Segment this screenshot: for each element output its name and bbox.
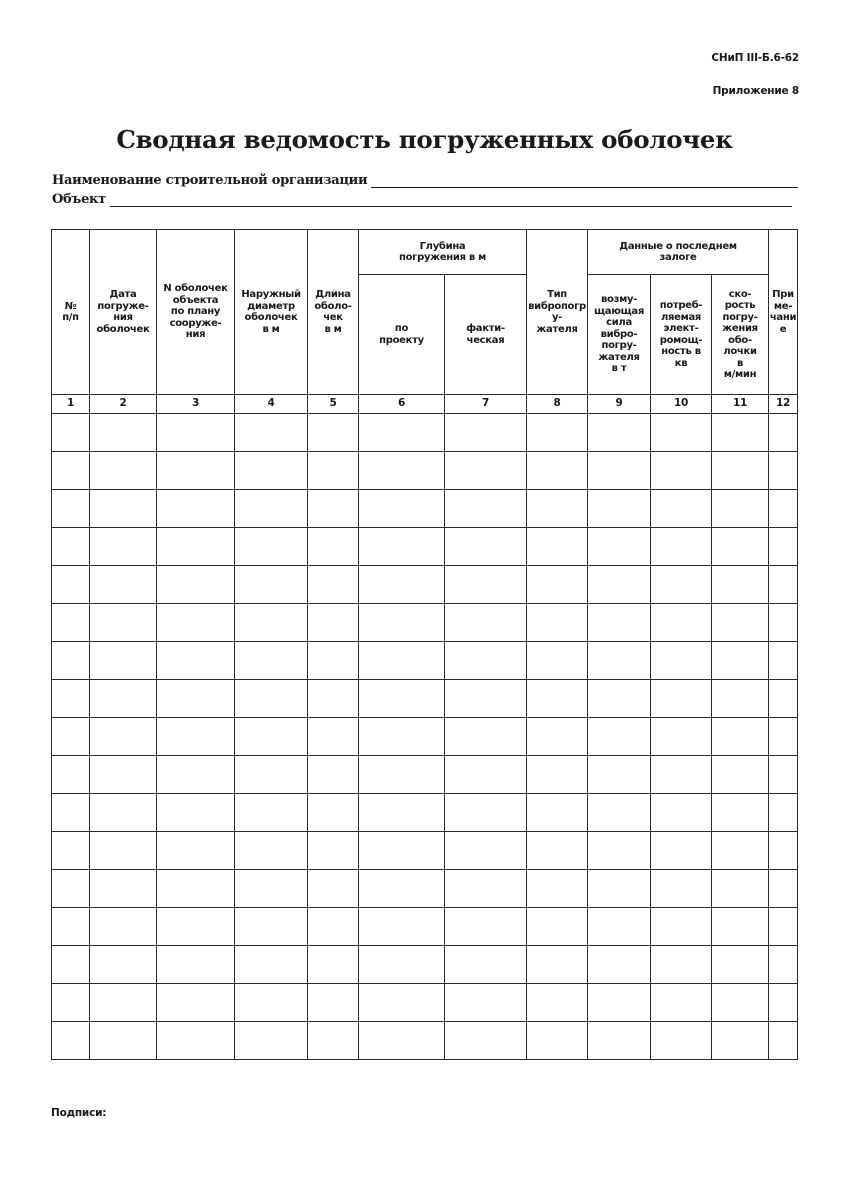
table-cell[interactable] (769, 946, 798, 984)
table-cell[interactable] (527, 604, 588, 642)
table-cell[interactable] (308, 870, 359, 908)
table-cell[interactable] (235, 908, 308, 946)
header-outer-diameter: Наружный диаметр оболочек в м (235, 230, 308, 395)
table-cell[interactable] (359, 794, 445, 832)
table-cell[interactable] (445, 832, 527, 870)
table-cell[interactable] (445, 642, 527, 680)
table-row (52, 718, 798, 756)
table-cell[interactable] (712, 452, 769, 490)
table-cell[interactable] (52, 908, 90, 946)
table-cell[interactable] (651, 946, 712, 984)
table-cell[interactable] (359, 870, 445, 908)
header-depth-actual: факти- ческая (445, 275, 527, 395)
table-cell[interactable] (308, 908, 359, 946)
table-cell[interactable] (359, 718, 445, 756)
table-cell[interactable] (52, 490, 90, 528)
table-cell[interactable] (235, 832, 308, 870)
table-cell[interactable] (157, 832, 235, 870)
table-cell[interactable] (359, 566, 445, 604)
table-cell[interactable] (527, 528, 588, 566)
table-cell[interactable] (235, 718, 308, 756)
table-cell[interactable] (157, 1022, 235, 1060)
table-cell[interactable] (769, 832, 798, 870)
document-code: СНиП III-Б.6-62 (711, 52, 799, 64)
table-cell[interactable] (235, 680, 308, 718)
table-cell[interactable] (527, 452, 588, 490)
table-cell[interactable] (712, 642, 769, 680)
table-cell[interactable] (445, 528, 527, 566)
table-cell[interactable] (588, 528, 651, 566)
header-num: № п/п (52, 230, 90, 395)
object-field[interactable] (52, 192, 792, 207)
table-cell[interactable] (445, 984, 527, 1022)
table-cell[interactable] (235, 794, 308, 832)
table-cell[interactable] (90, 718, 157, 756)
table-cell[interactable] (527, 490, 588, 528)
table-cell[interactable] (359, 642, 445, 680)
table-cell[interactable] (651, 642, 712, 680)
table-cell[interactable] (52, 1022, 90, 1060)
table-cell[interactable] (308, 1022, 359, 1060)
table-cell[interactable] (712, 414, 769, 452)
table-cell[interactable] (157, 414, 235, 452)
table-cell[interactable] (308, 756, 359, 794)
table-cell[interactable] (235, 490, 308, 528)
table-row (52, 908, 798, 946)
table-cell[interactable] (712, 680, 769, 718)
page-title: Сводная ведомость погруженных оболочек (116, 125, 733, 154)
table-cell[interactable] (235, 1022, 308, 1060)
table-cell[interactable] (359, 756, 445, 794)
table-cell[interactable] (445, 794, 527, 832)
table-cell[interactable] (769, 642, 798, 680)
table-cell[interactable] (90, 414, 157, 452)
table-cell[interactable] (308, 680, 359, 718)
table-cell[interactable] (52, 794, 90, 832)
table-cell[interactable] (527, 566, 588, 604)
table-cell[interactable] (588, 414, 651, 452)
table-cell[interactable] (588, 604, 651, 642)
table-cell[interactable] (588, 946, 651, 984)
table-cell[interactable] (157, 756, 235, 794)
table-cell[interactable] (359, 832, 445, 870)
table-cell[interactable] (769, 984, 798, 1022)
table-cell[interactable] (157, 490, 235, 528)
table-cell[interactable] (588, 870, 651, 908)
header-exciting-force: возму- щающая сила вибро- погру- жателя в т (588, 275, 651, 395)
table-cell[interactable] (308, 490, 359, 528)
column-number: 6 (359, 395, 445, 414)
table-cell[interactable] (308, 452, 359, 490)
table-cell[interactable] (359, 984, 445, 1022)
table-cell[interactable] (90, 642, 157, 680)
organization-field[interactable] (52, 173, 798, 188)
table-row (52, 1022, 798, 1060)
header-depth-design: по проекту (359, 275, 445, 395)
table-cell[interactable] (527, 908, 588, 946)
table-cell[interactable] (308, 604, 359, 642)
table-cell[interactable] (712, 984, 769, 1022)
table-cell[interactable] (769, 528, 798, 566)
column-number: 4 (235, 395, 308, 414)
table-row (52, 490, 798, 528)
table-cell[interactable] (308, 984, 359, 1022)
header-shell-no: N оболочек объекта по плану сооруже- ния (157, 230, 235, 395)
table-cell[interactable] (769, 718, 798, 756)
table-cell[interactable] (712, 946, 769, 984)
table-cell[interactable] (769, 452, 798, 490)
table-cell[interactable] (651, 490, 712, 528)
header-date: Дата погруже- ния оболочек (90, 230, 157, 395)
table-cell[interactable] (527, 718, 588, 756)
table-row (52, 566, 798, 604)
table-cell[interactable] (651, 680, 712, 718)
table-cell[interactable] (588, 452, 651, 490)
table-cell[interactable] (359, 490, 445, 528)
table-cell[interactable] (769, 566, 798, 604)
table-cell[interactable] (52, 832, 90, 870)
table-cell[interactable] (235, 566, 308, 604)
table-cell[interactable] (712, 794, 769, 832)
table-cell[interactable] (712, 756, 769, 794)
table-cell[interactable] (359, 452, 445, 490)
column-number: 1 (52, 395, 90, 414)
table-cell[interactable] (588, 490, 651, 528)
table-cell[interactable] (769, 604, 798, 642)
table-cell[interactable] (90, 794, 157, 832)
header-power: потреб- ляемая элект- ромощ- ность в кв (651, 275, 712, 395)
table-cell[interactable] (712, 566, 769, 604)
table-cell[interactable] (712, 718, 769, 756)
table-cell[interactable] (359, 908, 445, 946)
table-cell[interactable] (90, 528, 157, 566)
table-cell[interactable] (588, 1022, 651, 1060)
table-cell[interactable] (588, 984, 651, 1022)
column-number: 10 (651, 395, 712, 414)
table-cell[interactable] (712, 870, 769, 908)
table-cell[interactable] (308, 528, 359, 566)
header-speed: ско- рость погру- жения обо- лочки в м/мин (712, 275, 769, 395)
object-fill-line[interactable] (110, 194, 792, 207)
table-cell[interactable] (588, 680, 651, 718)
table-cell[interactable] (308, 566, 359, 604)
table-cell[interactable] (308, 832, 359, 870)
column-number: 12 (769, 395, 798, 414)
header-note: Приме- чание (769, 230, 798, 395)
table-row (52, 946, 798, 984)
header-last-data-group: Данные о последнем залоге (588, 230, 769, 275)
column-number: 8 (527, 395, 588, 414)
table-cell[interactable] (90, 452, 157, 490)
table-cell[interactable] (90, 490, 157, 528)
table-cell[interactable] (235, 946, 308, 984)
table-cell[interactable] (712, 1022, 769, 1060)
table-cell[interactable] (90, 984, 157, 1022)
table-cell[interactable] (712, 490, 769, 528)
table-cell[interactable] (157, 604, 235, 642)
table-cell[interactable] (445, 566, 527, 604)
table-cell[interactable] (90, 604, 157, 642)
table-cell[interactable] (651, 870, 712, 908)
object-label: Объект (52, 192, 106, 207)
table-row (52, 528, 798, 566)
table-cell[interactable] (52, 566, 90, 604)
table-cell[interactable] (445, 490, 527, 528)
table-cell[interactable] (651, 1022, 712, 1060)
table-cell[interactable] (588, 718, 651, 756)
table-cell[interactable] (157, 642, 235, 680)
column-number: 5 (308, 395, 359, 414)
table-cell[interactable] (445, 756, 527, 794)
table-cell[interactable] (308, 794, 359, 832)
table-cell[interactable] (359, 680, 445, 718)
table-cell[interactable] (90, 680, 157, 718)
table-cell[interactable] (52, 756, 90, 794)
table-cell[interactable] (52, 984, 90, 1022)
table-cell[interactable] (359, 946, 445, 984)
table-cell[interactable] (769, 1022, 798, 1060)
table-row (52, 414, 798, 452)
column-number: 9 (588, 395, 651, 414)
table-row (52, 756, 798, 794)
appendix-label: Приложение 8 (712, 85, 799, 97)
table-cell[interactable] (157, 870, 235, 908)
table-cell[interactable] (445, 1022, 527, 1060)
table-cell[interactable] (651, 832, 712, 870)
table-cell[interactable] (157, 908, 235, 946)
table-cell[interactable] (157, 452, 235, 490)
table-cell[interactable] (157, 794, 235, 832)
table-cell[interactable] (308, 642, 359, 680)
table-cell[interactable] (90, 946, 157, 984)
table-cell[interactable] (651, 566, 712, 604)
table-cell[interactable] (651, 908, 712, 946)
table-cell[interactable] (527, 794, 588, 832)
table-cell[interactable] (651, 794, 712, 832)
table-cell[interactable] (527, 642, 588, 680)
column-number: 3 (157, 395, 235, 414)
table-cell[interactable] (769, 908, 798, 946)
header-depth-group: Глубина погружения в м (359, 230, 527, 275)
table-cell[interactable] (651, 414, 712, 452)
table-row (52, 642, 798, 680)
table-cell[interactable] (157, 680, 235, 718)
table-cell[interactable] (359, 528, 445, 566)
table-cell[interactable] (157, 984, 235, 1022)
table-cell[interactable] (52, 870, 90, 908)
table-cell[interactable] (651, 528, 712, 566)
table-row (52, 984, 798, 1022)
column-number: 11 (712, 395, 769, 414)
table-cell[interactable] (527, 756, 588, 794)
table-cell[interactable] (588, 642, 651, 680)
table-cell[interactable] (527, 946, 588, 984)
table-cell[interactable] (235, 528, 308, 566)
table-cell[interactable] (712, 908, 769, 946)
table-cell[interactable] (651, 756, 712, 794)
table-cell[interactable] (769, 756, 798, 794)
table-cell[interactable] (235, 870, 308, 908)
table-cell[interactable] (157, 946, 235, 984)
table-cell[interactable] (52, 642, 90, 680)
table-cell[interactable] (157, 718, 235, 756)
table-cell[interactable] (527, 984, 588, 1022)
organization-label: Наименование строительной организации (52, 173, 368, 188)
table-cell[interactable] (445, 680, 527, 718)
table-cell[interactable] (769, 490, 798, 528)
table-cell[interactable] (445, 718, 527, 756)
table-cell[interactable] (52, 452, 90, 490)
table-cell[interactable] (52, 946, 90, 984)
table-cell[interactable] (651, 984, 712, 1022)
column-number: 2 (90, 395, 157, 414)
table-row (52, 832, 798, 870)
table-cell[interactable] (359, 1022, 445, 1060)
table-cell[interactable] (712, 528, 769, 566)
table-cell[interactable] (90, 870, 157, 908)
table-cell[interactable] (712, 604, 769, 642)
table-cell[interactable] (445, 452, 527, 490)
table-cell[interactable] (651, 718, 712, 756)
table-cell[interactable] (769, 680, 798, 718)
table-cell[interactable] (308, 718, 359, 756)
table-cell[interactable] (445, 604, 527, 642)
table-cell[interactable] (90, 832, 157, 870)
table-cell[interactable] (527, 414, 588, 452)
column-number: 7 (445, 395, 527, 414)
table-cell[interactable] (527, 680, 588, 718)
table-cell[interactable] (527, 832, 588, 870)
table-cell[interactable] (90, 908, 157, 946)
table-row (52, 794, 798, 832)
table-cell[interactable] (527, 870, 588, 908)
header-vibro-type: Тип вибропогру- жателя (527, 230, 588, 395)
table-cell[interactable] (445, 946, 527, 984)
table-cell[interactable] (588, 756, 651, 794)
table-cell[interactable] (588, 832, 651, 870)
table-cell[interactable] (90, 1022, 157, 1060)
table-cell[interactable] (235, 984, 308, 1022)
table-cell[interactable] (235, 756, 308, 794)
table-row (52, 452, 798, 490)
table-cell[interactable] (445, 908, 527, 946)
table-cell[interactable] (90, 756, 157, 794)
table-cell[interactable] (588, 794, 651, 832)
signatures-label: Подписи: (51, 1107, 107, 1119)
table-cell[interactable] (769, 414, 798, 452)
table-row (52, 604, 798, 642)
table-cell[interactable] (235, 452, 308, 490)
table-cell[interactable] (52, 718, 90, 756)
table-cell[interactable] (769, 794, 798, 832)
table-cell[interactable] (235, 604, 308, 642)
table-cell[interactable] (588, 566, 651, 604)
header-length: Длина оболо- чек в м (308, 230, 359, 395)
table-cell[interactable] (90, 566, 157, 604)
table-cell[interactable] (527, 1022, 588, 1060)
table-cell[interactable] (52, 680, 90, 718)
table-cell[interactable] (359, 604, 445, 642)
table-cell[interactable] (651, 604, 712, 642)
table-cell[interactable] (235, 642, 308, 680)
table-cell[interactable] (588, 908, 651, 946)
table-cell[interactable] (445, 870, 527, 908)
organization-fill-line[interactable] (371, 175, 798, 188)
shells-table (51, 229, 798, 1060)
table-cell[interactable] (52, 414, 90, 452)
table-cell[interactable] (445, 414, 527, 452)
table-cell[interactable] (308, 414, 359, 452)
table-cell[interactable] (157, 528, 235, 566)
table-cell[interactable] (235, 414, 308, 452)
table-cell[interactable] (651, 452, 712, 490)
table-cell[interactable] (52, 528, 90, 566)
table-cell[interactable] (52, 604, 90, 642)
table-cell[interactable] (308, 946, 359, 984)
table-row (52, 870, 798, 908)
column-numbers-row (52, 395, 798, 414)
table-cell[interactable] (712, 832, 769, 870)
table-cell[interactable] (769, 870, 798, 908)
table-cell[interactable] (359, 414, 445, 452)
table-cell[interactable] (157, 566, 235, 604)
table-row (52, 680, 798, 718)
